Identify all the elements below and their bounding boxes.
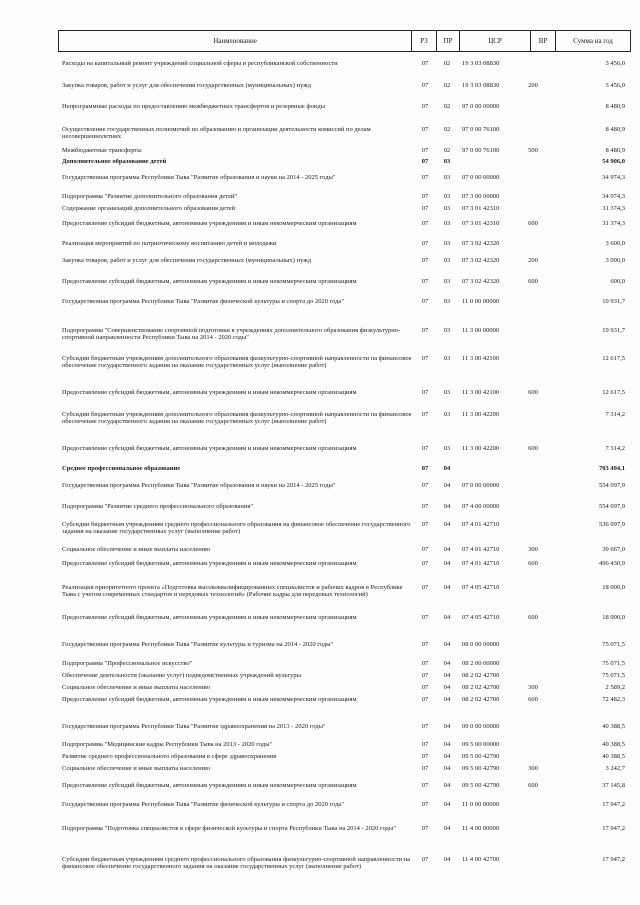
cell-pr: 04 [443, 641, 451, 648]
cell-sum: 703 494,1 [599, 465, 625, 472]
cell-csr: 97 0 00 76100 [462, 147, 500, 154]
cell-rz: 07 [421, 355, 429, 362]
cell-n: Субсидии бюджетным учреждениям среднего профессионального образования физкультурно-спортивной направленности на финансовое обеспечение государственного задания на оказание государственных услуг (выполнение работ) [62, 856, 411, 871]
cell-csr: 11 0 00 00000 [462, 298, 500, 305]
header-name: Наименование [59, 31, 412, 51]
cell-pr: 04 [443, 482, 451, 489]
cell-rz: 07 [421, 521, 429, 528]
cell-sum: 496 430,9 [599, 560, 625, 567]
cell-sum: 40 388,5 [602, 723, 625, 730]
cell-rz: 07 [421, 60, 429, 67]
cell-csr: 07 3 00 00000 [462, 193, 500, 200]
cell-csr: 08 2 02 42700 [462, 672, 500, 679]
cell-sum: 7 314,2 [605, 411, 625, 418]
cell-sum: 8 480,9 [605, 103, 625, 110]
cell-n: Содержание организаций дополнительного образования детей [62, 205, 235, 212]
cell-n: Государственная программа Республики Тыва "Развитие физической культуры и спорта до 2020 года" [62, 298, 344, 305]
cell-pr: 03 [443, 257, 451, 264]
cell-n: Субсидии бюджетным учреждениям дополнительного образования физкультурно-спортивной направленности на финансовое обеспечение государственного задания на оказание государственных услуг (выполнение работ) [62, 411, 412, 426]
cell-rz: 07 [421, 723, 429, 730]
cell-pr: 04 [443, 696, 451, 703]
cell-csr: 08 2 02 42700 [462, 684, 500, 691]
cell-sum: 18 000,0 [602, 584, 625, 591]
cell-csr: 11 0 00 00000 [462, 801, 500, 808]
cell-csr: 07 0 00 00000 [462, 174, 500, 181]
cell-rz: 07 [421, 278, 429, 285]
cell-pr: 03 [443, 278, 451, 285]
cell-csr: 07 3 02 42320 [462, 257, 500, 264]
cell-rz: 07 [421, 696, 429, 703]
cell-sum: 34 974,3 [602, 193, 625, 200]
cell-sum: 3 456,0 [605, 60, 625, 67]
cell-vr: 600 [528, 220, 538, 227]
cell-pr: 03 [443, 174, 451, 181]
cell-n: Предоставление субсидий бюджетным, автономным учреждениям и иным некоммерческим организациям [62, 782, 357, 789]
cell-rz: 07 [421, 174, 429, 181]
cell-pr: 02 [443, 147, 451, 154]
cell-csr: 11 3 00 42100 [462, 389, 500, 396]
cell-pr: 04 [443, 723, 451, 730]
cell-n: Государственная программа Республики Тыва "Развитие физической культуры и спорта до 2020 года" [62, 801, 344, 808]
cell-vr: 600 [528, 560, 538, 567]
cell-pr: 03 [443, 158, 451, 165]
cell-sum: 536 097,9 [599, 521, 625, 528]
cell-pr: 02 [443, 60, 451, 67]
cell-vr: 500 [528, 147, 538, 154]
cell-pr: 04 [443, 521, 451, 528]
cell-rz: 07 [421, 672, 429, 679]
cell-csr: 11 3 00 42200 [462, 445, 500, 452]
cell-rz: 07 [421, 411, 429, 418]
cell-sum: 600,0 [610, 278, 625, 285]
cell-pr: 04 [443, 782, 451, 789]
cell-rz: 07 [421, 482, 429, 489]
cell-csr: 07 3 02 42320 [462, 240, 500, 247]
cell-sum: 37 145,8 [602, 782, 625, 789]
cell-n: Социальное обеспечение и иные выплаты населению [62, 546, 211, 553]
cell-n: Государственная программа Республики Тыва "Развитие здравоохранения на 2013 - 2020 годы" [62, 723, 326, 730]
cell-sum: 3 000,0 [605, 257, 625, 264]
cell-n: Закупка товаров, работ и услуг для обеспечения государственных (муниципальных) нужд [62, 257, 312, 264]
cell-n: Подпрограмма "Развитие среднего профессионального образования" [62, 503, 254, 510]
cell-pr: 04 [443, 801, 451, 808]
cell-sum: 8 480,9 [605, 147, 625, 154]
cell-pr: 03 [443, 220, 451, 227]
cell-sum: 2 589,2 [605, 684, 625, 691]
cell-pr: 04 [443, 614, 451, 621]
cell-csr: 09 5 00 42790 [462, 782, 500, 789]
cell-pr: 04 [443, 584, 451, 591]
cell-pr: 04 [443, 546, 451, 553]
cell-vr: 600 [528, 389, 538, 396]
cell-sum: 3 242,7 [605, 765, 625, 772]
cell-sum: 7 314,2 [605, 445, 625, 452]
cell-pr: 04 [443, 753, 451, 760]
cell-csr: 97 0 00 00000 [462, 103, 500, 110]
cell-rz: 07 [421, 825, 429, 832]
cell-pr: 03 [443, 355, 451, 362]
cell-pr: 03 [443, 327, 451, 334]
cell-csr: 08 2 00 00000 [462, 660, 500, 667]
cell-csr: 07 3 01 42310 [462, 220, 500, 227]
cell-sum: 75 071,5 [602, 641, 625, 648]
cell-pr: 03 [443, 240, 451, 247]
cell-n: Социальное обеспечение и иные выплаты населению [62, 765, 211, 772]
cell-n: Предоставление субсидий бюджетным, автономным учреждениям и иным некоммерческим организациям [62, 560, 357, 567]
cell-csr: 11 3 00 42100 [462, 355, 500, 362]
header-sum: Сумма на год [573, 37, 613, 45]
cell-csr: 09 5 00 42790 [462, 765, 500, 772]
cell-n: Предоставление субсидий бюджетным, автономным учреждениям и иным некоммерческим организациям [62, 389, 357, 396]
cell-csr: 07 4 01 42710 [462, 560, 500, 567]
cell-rz: 07 [421, 614, 429, 621]
cell-csr: 11 3 00 42200 [462, 411, 500, 418]
cell-n: Дополнительное образование детей [62, 158, 167, 165]
cell-pr: 02 [443, 126, 451, 133]
cell-pr: 03 [443, 389, 451, 396]
cell-sum: 12 617,5 [602, 389, 625, 396]
header-rz: РЗ [412, 31, 437, 51]
cell-n: Предоставление субсидий бюджетным, автономным учреждениям и иным некоммерческим организациям [62, 445, 357, 452]
cell-rz: 07 [421, 257, 429, 264]
cell-vr: 600 [528, 782, 538, 789]
cell-sum: 40 388,5 [602, 753, 625, 760]
cell-vr: 300 [528, 684, 538, 691]
cell-rz: 07 [421, 298, 429, 305]
cell-csr: 07 4 05 42710 [462, 584, 500, 591]
cell-rz: 07 [421, 103, 429, 110]
cell-n: Субсидии бюджетным учреждениям среднего профессионального образования на финансовое обеспечение государственного задания на оказание государственных услуг (выполнение работ) [62, 521, 411, 536]
cell-sum: 19 931,7 [602, 327, 625, 334]
cell-rz: 07 [421, 560, 429, 567]
cell-sum: 3 600,0 [605, 240, 625, 247]
cell-pr: 04 [443, 660, 451, 667]
cell-sum: 554 097,9 [599, 482, 625, 489]
cell-n: Предоставление субсидий бюджетным, автономным учреждениям и иным некоммерческим организациям [62, 278, 357, 285]
cell-sum: 40 388,5 [602, 741, 625, 748]
cell-csr: 08 0 00 00000 [462, 641, 500, 648]
cell-rz: 07 [421, 641, 429, 648]
cell-vr: 300 [528, 765, 538, 772]
cell-sum: 75 071,5 [602, 660, 625, 667]
cell-rz: 07 [421, 782, 429, 789]
cell-vr: 600 [528, 445, 538, 452]
cell-pr: 04 [443, 503, 451, 510]
cell-rz: 07 [421, 546, 429, 553]
cell-sum: 39 667,0 [602, 546, 625, 553]
cell-pr: 03 [443, 205, 451, 212]
cell-csr: 11 4 00 00000 [462, 825, 500, 832]
cell-rz: 07 [421, 147, 429, 154]
cell-csr: 11 4 00 42700 [462, 856, 500, 863]
cell-n: Социальное обеспечение и иные выплаты населению [62, 684, 211, 691]
cell-vr: 200 [528, 82, 538, 89]
cell-vr: 300 [528, 546, 538, 553]
cell-rz: 07 [421, 240, 429, 247]
cell-n: Подпрограмма "Медицинские кадры Республики Тыва на 2013 - 2020 годы" [62, 741, 273, 748]
cell-csr: 07 4 01 42710 [462, 521, 500, 528]
cell-sum: 12 617,5 [602, 355, 625, 362]
cell-sum: 19 931,7 [602, 298, 625, 305]
cell-rz: 07 [421, 856, 429, 863]
cell-pr: 02 [443, 82, 451, 89]
cell-sum: 554 097,9 [599, 503, 625, 510]
header-csr: ЦСР [460, 31, 531, 51]
cell-sum: 8 480,9 [605, 126, 625, 133]
cell-pr: 04 [443, 465, 451, 472]
cell-pr: 03 [443, 193, 451, 200]
header-vr: ВР [531, 31, 556, 51]
cell-rz: 07 [421, 220, 429, 227]
cell-n: Государственная программа Республики Тыва "Развитие образования и науки на 2014 - 2025 годы" [62, 482, 336, 489]
cell-pr: 03 [443, 411, 451, 418]
cell-vr: 600 [528, 614, 538, 621]
cell-rz: 07 [421, 193, 429, 200]
cell-rz: 07 [421, 158, 429, 165]
cell-rz: 07 [421, 445, 429, 452]
cell-rz: 07 [421, 205, 429, 212]
cell-csr: 09 0 00 00000 [462, 723, 500, 730]
cell-rz: 07 [421, 753, 429, 760]
cell-rz: 07 [421, 503, 429, 510]
cell-n: Закупка товаров, работ и услуг для обеспечения государственных (муниципальных) нужд [62, 82, 312, 89]
cell-n: Предоставление субсидий бюджетным, автономным учреждениям и иным некоммерческим организациям [62, 696, 357, 703]
header-pr: ПР [437, 31, 460, 51]
cell-n: Предоставление субсидий бюджетным, автономным учреждениям и иным некоммерческим организациям [62, 614, 357, 621]
cell-n: Межбюджетные трансферты [62, 147, 142, 154]
cell-n: Обеспечение деятельности (оказание услуг) подведомственных учреждений культуры [62, 672, 301, 679]
cell-csr: 09 5 00 42790 [462, 753, 500, 760]
cell-n: Подпрограмма "Совершенствование спортивной подготовки в учреждениях дополнительного образования физкультурно-спортивной направленности Республики Тыва на 2014 - 2020 годы" [62, 327, 401, 342]
cell-pr: 03 [443, 445, 451, 452]
cell-csr: 07 0 00 00000 [462, 482, 500, 489]
cell-n: Непрограммные расходы по предоставлению межбюджетных трансфертов и резервные фонды [62, 103, 325, 110]
cell-sum: 31 374,3 [602, 220, 625, 227]
cell-n: Среднее профессиональное образование [62, 465, 181, 472]
cell-pr: 03 [443, 298, 451, 305]
cell-rz: 07 [421, 126, 429, 133]
cell-pr: 04 [443, 560, 451, 567]
cell-sum: 34 974,3 [602, 174, 625, 181]
cell-n: Субсидии бюджетным учреждениям дополнительного образования физкультурно-спортивной направленности на финансовое обеспечение государственного задания на оказание государственных услуг (выполнение работ) [62, 355, 412, 370]
cell-n: Осуществление государственных полномочий по образованию и организации деятельности комиссий по делам несовершеннолетних [62, 126, 371, 141]
cell-n: Государственная программа Республики Тыва "Развитие культуры и туризма на 2014 - 2020 годы" [62, 641, 334, 648]
cell-rz: 07 [421, 765, 429, 772]
cell-n: Реализация мероприятий по патриотическому воспитанию детей и молодежи [62, 240, 277, 247]
cell-n: Расходы на капитальный ремонт учреждений социальной сферы и республиканской собственности [62, 60, 338, 67]
cell-rz: 07 [421, 82, 429, 89]
cell-csr: 07 4 05 42710 [462, 614, 500, 621]
cell-sum: 72 482,3 [602, 696, 625, 703]
cell-n: Государственная программа Республики Тыва "Развитие образования и науки на 2014 - 2025 годы" [62, 174, 336, 181]
cell-pr: 04 [443, 825, 451, 832]
cell-pr: 04 [443, 741, 451, 748]
cell-vr: 200 [528, 257, 538, 264]
cell-sum: 17 947,2 [602, 856, 625, 863]
cell-vr: 600 [528, 696, 538, 703]
cell-pr: 04 [443, 856, 451, 863]
cell-rz: 07 [421, 327, 429, 334]
cell-n: Подпрограмма "Профессиональное искусство" [62, 660, 193, 667]
cell-rz: 07 [421, 465, 429, 472]
cell-csr: 97 0 00 76100 [462, 126, 500, 133]
cell-n: Реализация приоритетного проекта «Подготовка высококвалифицированных специалистов и рабочих кадров в Республике Тыва с учетом современных стандартов и передовых технологий» (Рабочие кадры для передовых технологий) [62, 584, 403, 599]
cell-sum: 18 000,0 [602, 614, 625, 621]
cell-rz: 07 [421, 584, 429, 591]
cell-csr: 19 3 03 08830 [462, 60, 500, 67]
cell-csr: 07 3 02 42320 [462, 278, 500, 285]
cell-rz: 07 [421, 684, 429, 691]
cell-n: Подпрограмма "Подготовка специалистов в сфере физической культуры и спорта Республики Тыва на 2014 - 2020 годы" [62, 825, 396, 832]
cell-n: Развитие среднего профессионального образования в сфере здравоохранения [62, 753, 277, 760]
cell-rz: 07 [421, 389, 429, 396]
cell-pr: 04 [443, 684, 451, 691]
cell-n: Подпрограмма "Развитие дополнительного образования детей" [62, 193, 238, 200]
cell-n: Предоставление субсидий бюджетным, автономным учреждениям и иным некоммерческим организациям [62, 220, 357, 227]
cell-vr: 600 [528, 278, 538, 285]
cell-sum: 75 071,5 [602, 672, 625, 679]
cell-rz: 07 [421, 660, 429, 667]
cell-sum: 31 374,3 [602, 205, 625, 212]
cell-pr: 04 [443, 672, 451, 679]
cell-csr: 09 5 00 00000 [462, 741, 500, 748]
cell-csr: 07 4 00 00000 [462, 503, 500, 510]
cell-csr: 07 4 01 42710 [462, 546, 500, 553]
cell-pr: 02 [443, 103, 451, 110]
cell-csr: 07 3 01 42310 [462, 205, 500, 212]
cell-csr: 19 3 03 08830 [462, 82, 500, 89]
cell-sum: 17 947,2 [602, 801, 625, 808]
cell-rz: 07 [421, 801, 429, 808]
cell-csr: 08 2 02 42700 [462, 696, 500, 703]
cell-sum: 3 456,0 [605, 82, 625, 89]
cell-sum: 54 906,0 [602, 158, 625, 165]
cell-sum: 17 947,2 [602, 825, 625, 832]
cell-csr: 11 3 00 00000 [462, 327, 500, 334]
cell-rz: 07 [421, 741, 429, 748]
cell-pr: 04 [443, 765, 451, 772]
